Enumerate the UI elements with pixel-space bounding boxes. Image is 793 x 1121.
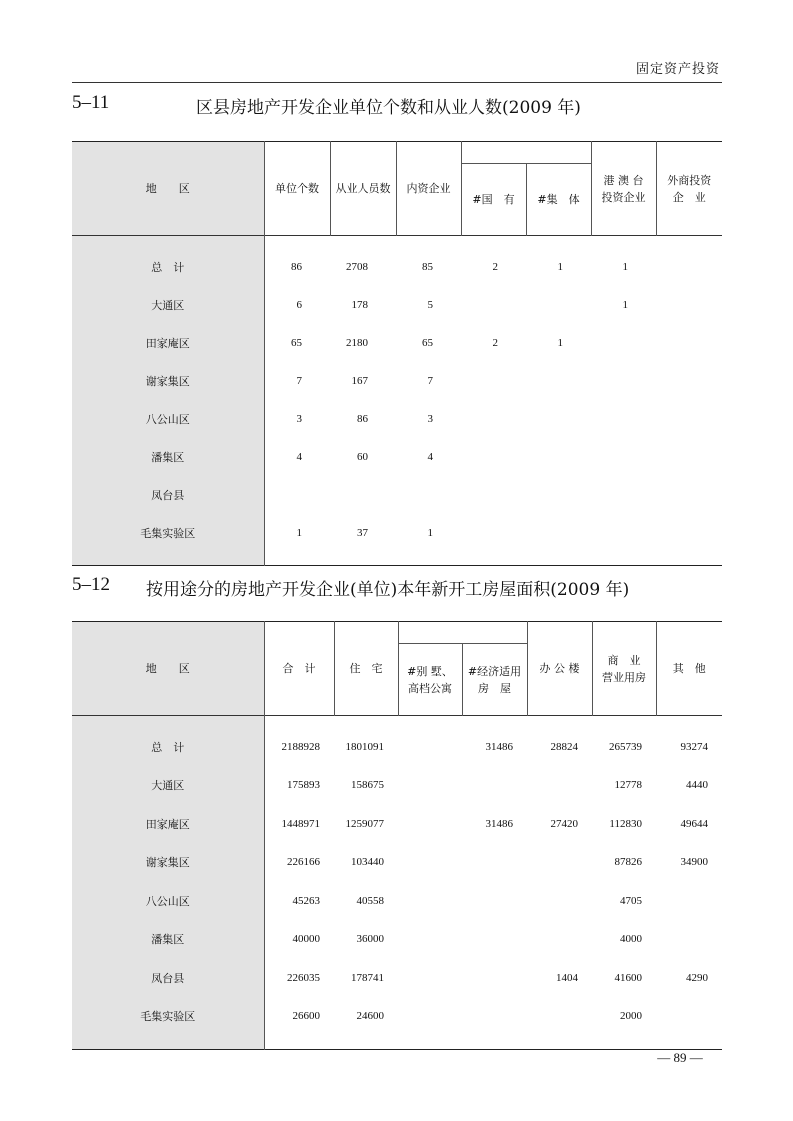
cell-state-owned	[461, 362, 526, 400]
cell-state-owned: 2	[492, 260, 498, 273]
cell-foreign	[656, 248, 722, 286]
t1-header-employees: 从业人员数	[330, 142, 396, 236]
cell-commercial: 12778	[614, 779, 642, 792]
cell-total: 45263	[264, 882, 334, 921]
cell-office	[527, 766, 592, 805]
table-row	[72, 997, 722, 1036]
cell-employees: 86	[357, 412, 368, 425]
table-row	[72, 843, 722, 882]
cell-residential: 158675	[351, 779, 384, 792]
row-region: 田家庵区	[72, 805, 264, 844]
cell-domestic	[396, 476, 461, 514]
cell-foreign	[656, 324, 722, 362]
cell-domestic: 4	[427, 450, 433, 463]
row-region: 潘集区	[72, 920, 264, 959]
cell-total: 175893	[264, 766, 334, 805]
table-row	[72, 476, 722, 514]
cell-domestic: 1	[427, 526, 433, 539]
t2-header-villa-line2: 高档公寓	[408, 681, 452, 695]
cell-employees: 60	[357, 450, 368, 463]
cell-hmt: 1	[622, 260, 628, 273]
cell-villa	[398, 997, 462, 1036]
t2-header-commercial-line2: 营业用房	[602, 670, 646, 684]
t2-header-affordable-line2: 房 屋	[478, 681, 511, 695]
cell-hmt	[591, 324, 656, 362]
cell-residential: 178741	[351, 971, 384, 984]
table-row	[72, 728, 722, 767]
t2-header-affordable	[462, 644, 527, 716]
cell-office	[527, 882, 592, 921]
table-row	[72, 766, 722, 805]
cell-foreign	[656, 400, 722, 438]
cell-collective	[526, 438, 591, 476]
cell-affordable: 31486	[485, 740, 513, 753]
cell-villa	[398, 805, 462, 844]
cell-other: 4440	[686, 779, 708, 792]
cell-collective	[526, 476, 591, 514]
t1-header-hmt-line2: 投资企业	[601, 190, 646, 204]
cell-collective: 1	[557, 336, 563, 349]
row-region: 八公山区	[72, 400, 264, 438]
cell-domestic: 65	[422, 336, 433, 349]
row-region: 凤台县	[72, 476, 264, 514]
cell-domestic: 5	[427, 298, 433, 311]
t2-header-residential: 住 宅	[334, 622, 398, 716]
header-rule	[72, 82, 722, 83]
row-region: 大通区	[72, 766, 264, 805]
cell-villa	[398, 959, 462, 998]
cell-affordable	[462, 882, 527, 921]
cell-other: 4290	[686, 971, 708, 984]
t2-header-affordable-line1: #经济适用	[467, 664, 522, 678]
cell-residential: 40558	[356, 894, 384, 907]
cell-collective	[526, 514, 591, 552]
t2-header-commercial-line1: 商 业	[607, 653, 641, 667]
cell-office: 28824	[550, 740, 578, 753]
cell-affordable	[462, 920, 527, 959]
cell-units: 1	[264, 514, 330, 552]
cell-employees	[330, 476, 396, 514]
table-row	[72, 514, 722, 552]
table-row	[72, 362, 722, 400]
cell-units: 65	[264, 324, 330, 362]
cell-total: 1448971	[264, 805, 334, 844]
cell-units: 7	[264, 362, 330, 400]
t1-header-collective: #集 体	[526, 164, 591, 236]
cell-units: 4	[264, 438, 330, 476]
cell-state-owned: 2	[492, 336, 498, 349]
row-region: 大通区	[72, 286, 264, 324]
cell-affordable	[462, 997, 527, 1036]
cell-villa	[398, 920, 462, 959]
cell-employees: 167	[351, 374, 368, 387]
cell-affordable: 31486	[485, 817, 513, 830]
table-row	[72, 959, 722, 998]
row-region: 谢家集区	[72, 843, 264, 882]
table-row	[72, 805, 722, 844]
row-region: 毛集实验区	[72, 514, 264, 552]
cell-foreign	[656, 514, 722, 552]
t2-header-region: 地 区	[72, 622, 264, 716]
cell-affordable	[462, 959, 527, 998]
table-row	[72, 438, 722, 476]
row-region: 毛集实验区	[72, 997, 264, 1036]
cell-foreign	[656, 438, 722, 476]
cell-foreign	[656, 362, 722, 400]
t2-header-villa-line1: #别 墅、	[407, 664, 453, 678]
table2-number: 5–12	[72, 574, 110, 595]
t1-header-state-owned: #国 有	[461, 164, 526, 236]
cell-villa	[398, 843, 462, 882]
t1-header-foreign-line2: 企 业	[672, 190, 706, 204]
cell-villa	[398, 728, 462, 767]
cell-total: 26600	[264, 997, 334, 1036]
cell-office: 1404	[556, 971, 578, 984]
t1-header-domestic-subgroup	[461, 142, 591, 164]
row-region: 总 计	[72, 728, 264, 767]
cell-state-owned	[461, 400, 526, 438]
cell-collective: 1	[557, 260, 563, 273]
table-row	[72, 248, 722, 286]
row-region: 谢家集区	[72, 362, 264, 400]
cell-residential: 103440	[351, 856, 384, 869]
cell-other	[656, 920, 722, 959]
t1-header-foreign-line1: 外商投资	[667, 173, 712, 187]
row-region: 凤台县	[72, 959, 264, 998]
table-row	[72, 882, 722, 921]
cell-collective	[526, 362, 591, 400]
cell-domestic: 85	[422, 260, 433, 273]
table1	[72, 141, 722, 566]
cell-collective	[526, 400, 591, 438]
cell-residential: 1259077	[345, 817, 384, 830]
cell-units: 6	[264, 286, 330, 324]
t2-header-total: 合 计	[264, 622, 334, 716]
cell-commercial: 41600	[614, 971, 642, 984]
cell-residential: 1801091	[345, 740, 384, 753]
cell-villa	[398, 882, 462, 921]
cell-units	[264, 476, 330, 514]
table-row	[72, 920, 722, 959]
cell-office	[527, 920, 592, 959]
cell-total: 40000	[264, 920, 334, 959]
t2-header-villa	[398, 644, 462, 716]
cell-hmt	[591, 514, 656, 552]
cell-commercial: 112830	[609, 817, 642, 830]
cell-total: 226035	[264, 959, 334, 998]
t1-header-domestic: 内资企业	[396, 142, 461, 236]
row-region: 田家庵区	[72, 324, 264, 362]
cell-other: 49644	[680, 817, 708, 830]
cell-hmt	[591, 400, 656, 438]
row-region: 潘集区	[72, 438, 264, 476]
t2-header-commercial	[592, 622, 656, 716]
row-region: 总 计	[72, 248, 264, 286]
t2-header-other: 其 他	[656, 622, 722, 716]
t2-header-office: 办 公 楼	[527, 622, 592, 716]
cell-hmt: 1	[622, 298, 628, 311]
cell-hmt	[591, 476, 656, 514]
row-region: 八公山区	[72, 882, 264, 921]
t1-header-foreign	[656, 142, 722, 236]
cell-commercial: 4705	[620, 894, 642, 907]
cell-other	[656, 997, 722, 1036]
cell-employees: 2180	[346, 336, 368, 349]
cell-affordable	[462, 766, 527, 805]
table-row	[72, 324, 722, 362]
cell-villa	[398, 766, 462, 805]
cell-office	[527, 997, 592, 1036]
cell-affordable	[462, 843, 527, 882]
cell-office	[527, 843, 592, 882]
cell-foreign	[656, 476, 722, 514]
cell-employees: 37	[357, 526, 368, 539]
t1-header-units: 单位个数	[264, 142, 330, 236]
cell-commercial: 2000	[620, 1010, 642, 1023]
table-row	[72, 400, 722, 438]
cell-office: 27420	[550, 817, 578, 830]
t1-header-hmt	[591, 142, 656, 236]
table2-title: 按用途分的房地产开发企业(单位)本年新开工房屋面积(2009 年)	[146, 580, 630, 600]
cell-employees: 2708	[346, 260, 368, 273]
page-number: — 89 —	[657, 1050, 703, 1065]
cell-commercial: 4000	[620, 933, 642, 946]
cell-residential: 36000	[356, 933, 384, 946]
running-head: 固定资产投资	[635, 62, 720, 77]
cell-commercial: 87826	[614, 856, 642, 869]
cell-units: 3	[264, 400, 330, 438]
cell-other	[656, 882, 722, 921]
cell-domestic: 7	[427, 374, 433, 387]
t1-header-hmt-line1: 港 澳 台	[603, 173, 644, 187]
cell-hmt	[591, 362, 656, 400]
cell-foreign	[656, 286, 722, 324]
cell-total: 226166	[264, 843, 334, 882]
table1-title: 区县房地产开发企业单位个数和从业人数(2009 年)	[196, 98, 581, 118]
table-row	[72, 286, 722, 324]
table2	[72, 621, 722, 1050]
cell-employees: 178	[351, 298, 368, 311]
cell-commercial: 265739	[609, 740, 642, 753]
cell-state-owned	[461, 514, 526, 552]
cell-other: 93274	[680, 740, 708, 753]
cell-units: 86	[264, 248, 330, 286]
cell-state-owned	[461, 286, 526, 324]
cell-state-owned	[461, 438, 526, 476]
cell-state-owned	[461, 476, 526, 514]
cell-collective	[526, 286, 591, 324]
t1-header-region: 地 区	[72, 142, 264, 236]
cell-domestic: 3	[427, 412, 433, 425]
cell-hmt	[591, 438, 656, 476]
cell-total: 2188928	[264, 728, 334, 767]
cell-other: 34900	[680, 856, 708, 869]
t2-header-residential-subgroup	[398, 622, 527, 644]
table1-number: 5–11	[72, 92, 110, 113]
cell-residential: 24600	[356, 1010, 384, 1023]
